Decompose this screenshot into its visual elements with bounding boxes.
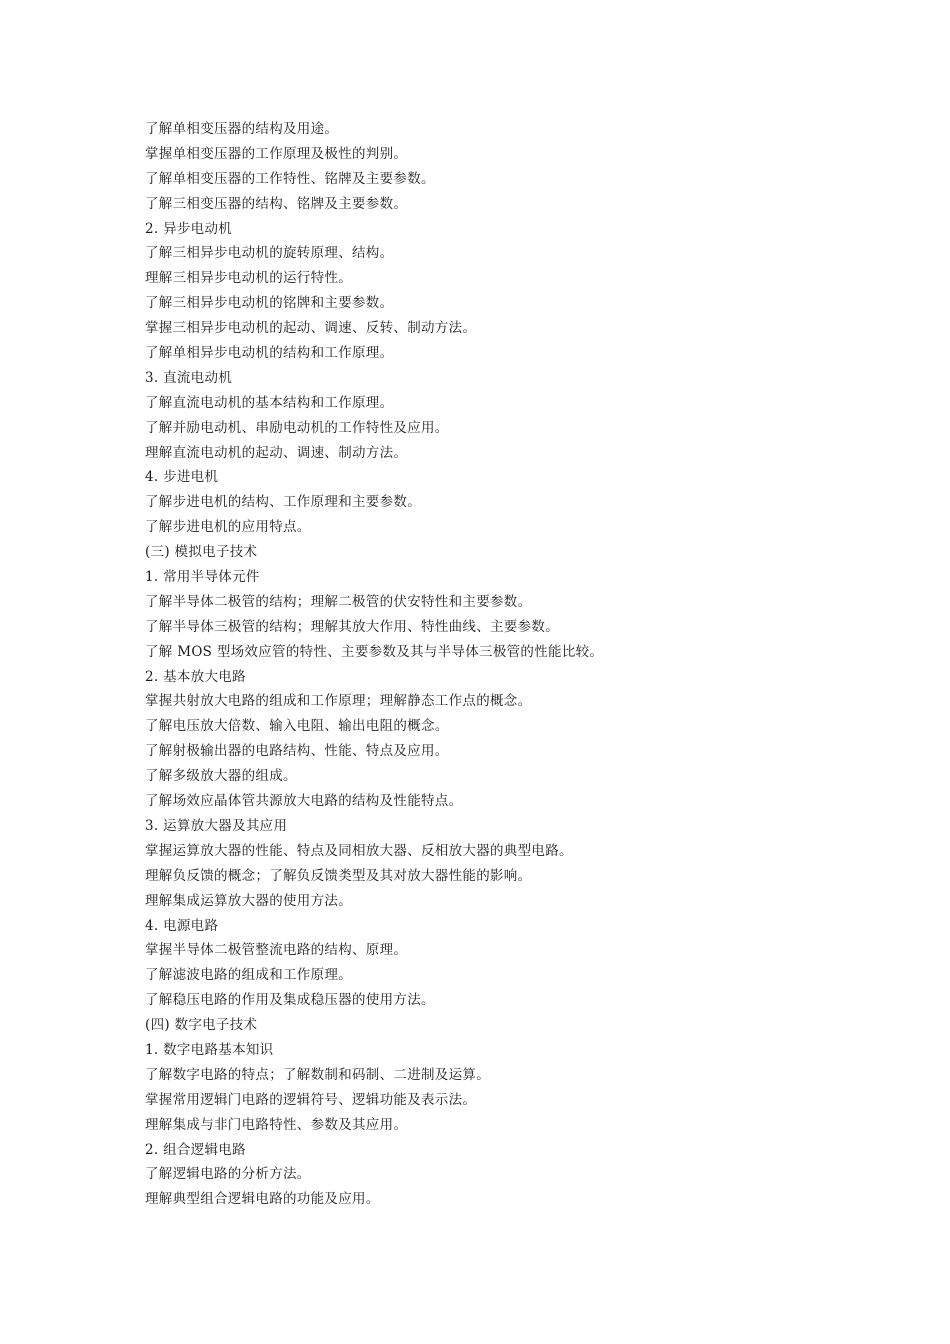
text-line: 了解多级放大器的组成。 xyxy=(145,768,297,785)
text-line: 理解直流电动机的起动、调速、制动方法。 xyxy=(145,444,408,461)
document-body xyxy=(145,117,865,1212)
text-line: 了解稳压电路的作用及集成稳压器的使用方法。 xyxy=(145,992,435,1009)
text-line: 了解逻辑电路的分析方法。 xyxy=(145,1166,311,1183)
text-line: 了解 MOS 型场效应管的特性、主要参数及其与半导体三极管的性能比较。 xyxy=(145,643,604,660)
text-line: 了解射极输出器的电路结构、性能、特点及应用。 xyxy=(145,743,449,760)
section-heading: 1. 数字电路基本知识 xyxy=(145,1041,274,1058)
chapter-heading: (四) 数字电子技术 xyxy=(145,1017,258,1034)
text-line: 理解负反馈的概念；了解负反馈类型及其对放大器性能的影响。 xyxy=(145,867,532,884)
text-line: 了解场效应晶体管共源放大电路的结构及性能特点。 xyxy=(145,793,463,810)
text-line: 了解三相异步电动机的旋转原理、结构。 xyxy=(145,245,394,262)
text-line: 理解集成与非门电路特性、参数及其应用。 xyxy=(145,1116,408,1133)
text-line: 了解并励电动机、串励电动机的工作特性及应用。 xyxy=(145,419,449,436)
section-heading: 3. 直流电动机 xyxy=(145,369,233,386)
text-line: 理解三相异步电动机的运行特性。 xyxy=(145,270,352,287)
text-line: 理解典型组合逻辑电路的功能及应用。 xyxy=(145,1191,380,1208)
text-line: 了解数字电路的特点；了解数制和码制、二进制及运算。 xyxy=(145,1066,490,1083)
text-line: 了解步进电机的结构、工作原理和主要参数。 xyxy=(145,494,421,511)
text-line: 了解三相异步电动机的铭牌和主要参数。 xyxy=(145,295,394,312)
text-line: 了解电压放大倍数、输入电阻、输出电阻的概念。 xyxy=(145,718,449,735)
text-line: 了解单相变压器的结构及用途。 xyxy=(145,121,339,137)
text-line: 掌握单相变压器的工作原理及极性的判别。 xyxy=(145,145,408,162)
section-heading: 2. 组合逻辑电路 xyxy=(145,1141,246,1158)
text-line: 掌握共射放大电路的组成和工作原理；理解静态工作点的概念。 xyxy=(145,693,532,710)
section-heading: 4. 步进电机 xyxy=(145,469,219,486)
section-heading: 1. 常用半导体元件 xyxy=(145,569,260,586)
text-line: 了解半导体三极管的结构；理解其放大作用、特性曲线、主要参数。 xyxy=(145,618,559,635)
section-heading: 3. 运算放大器及其应用 xyxy=(145,817,288,834)
text-line: 了解单相异步电动机的结构和工作原理。 xyxy=(145,345,394,362)
text-line: 了解直流电动机的基本结构和工作原理。 xyxy=(145,394,394,411)
text-line: 了解滤波电路的组成和工作原理。 xyxy=(145,967,352,984)
text-line: 了解三相变压器的结构、铭牌及主要参数。 xyxy=(145,195,408,212)
text-line: 掌握常用逻辑门电路的逻辑符号、逻辑功能及表示法。 xyxy=(145,1091,477,1108)
text-line: 掌握半导体二极管整流电路的结构、原理。 xyxy=(145,942,408,959)
text-line: 掌握运算放大器的性能、特点及同相放大器、反相放大器的典型电路。 xyxy=(145,842,573,859)
section-heading: 2. 基本放大电路 xyxy=(145,668,246,685)
chapter-heading: (三) 模拟电子技术 xyxy=(145,544,258,561)
section-heading: 2. 异步电动机 xyxy=(145,220,233,237)
text-line: 了解单相变压器的工作特性、铭牌及主要参数。 xyxy=(145,170,435,187)
section-heading: 4. 电源电路 xyxy=(145,917,219,934)
text-line: 理解集成运算放大器的使用方法。 xyxy=(145,892,352,909)
text-line: 了解步进电机的应用特点。 xyxy=(145,519,311,536)
text-line: 掌握三相异步电动机的起动、调速、反转、制动方法。 xyxy=(145,320,477,337)
text-line: 了解半导体二极管的结构；理解二极管的伏安特性和主要参数。 xyxy=(145,593,532,610)
